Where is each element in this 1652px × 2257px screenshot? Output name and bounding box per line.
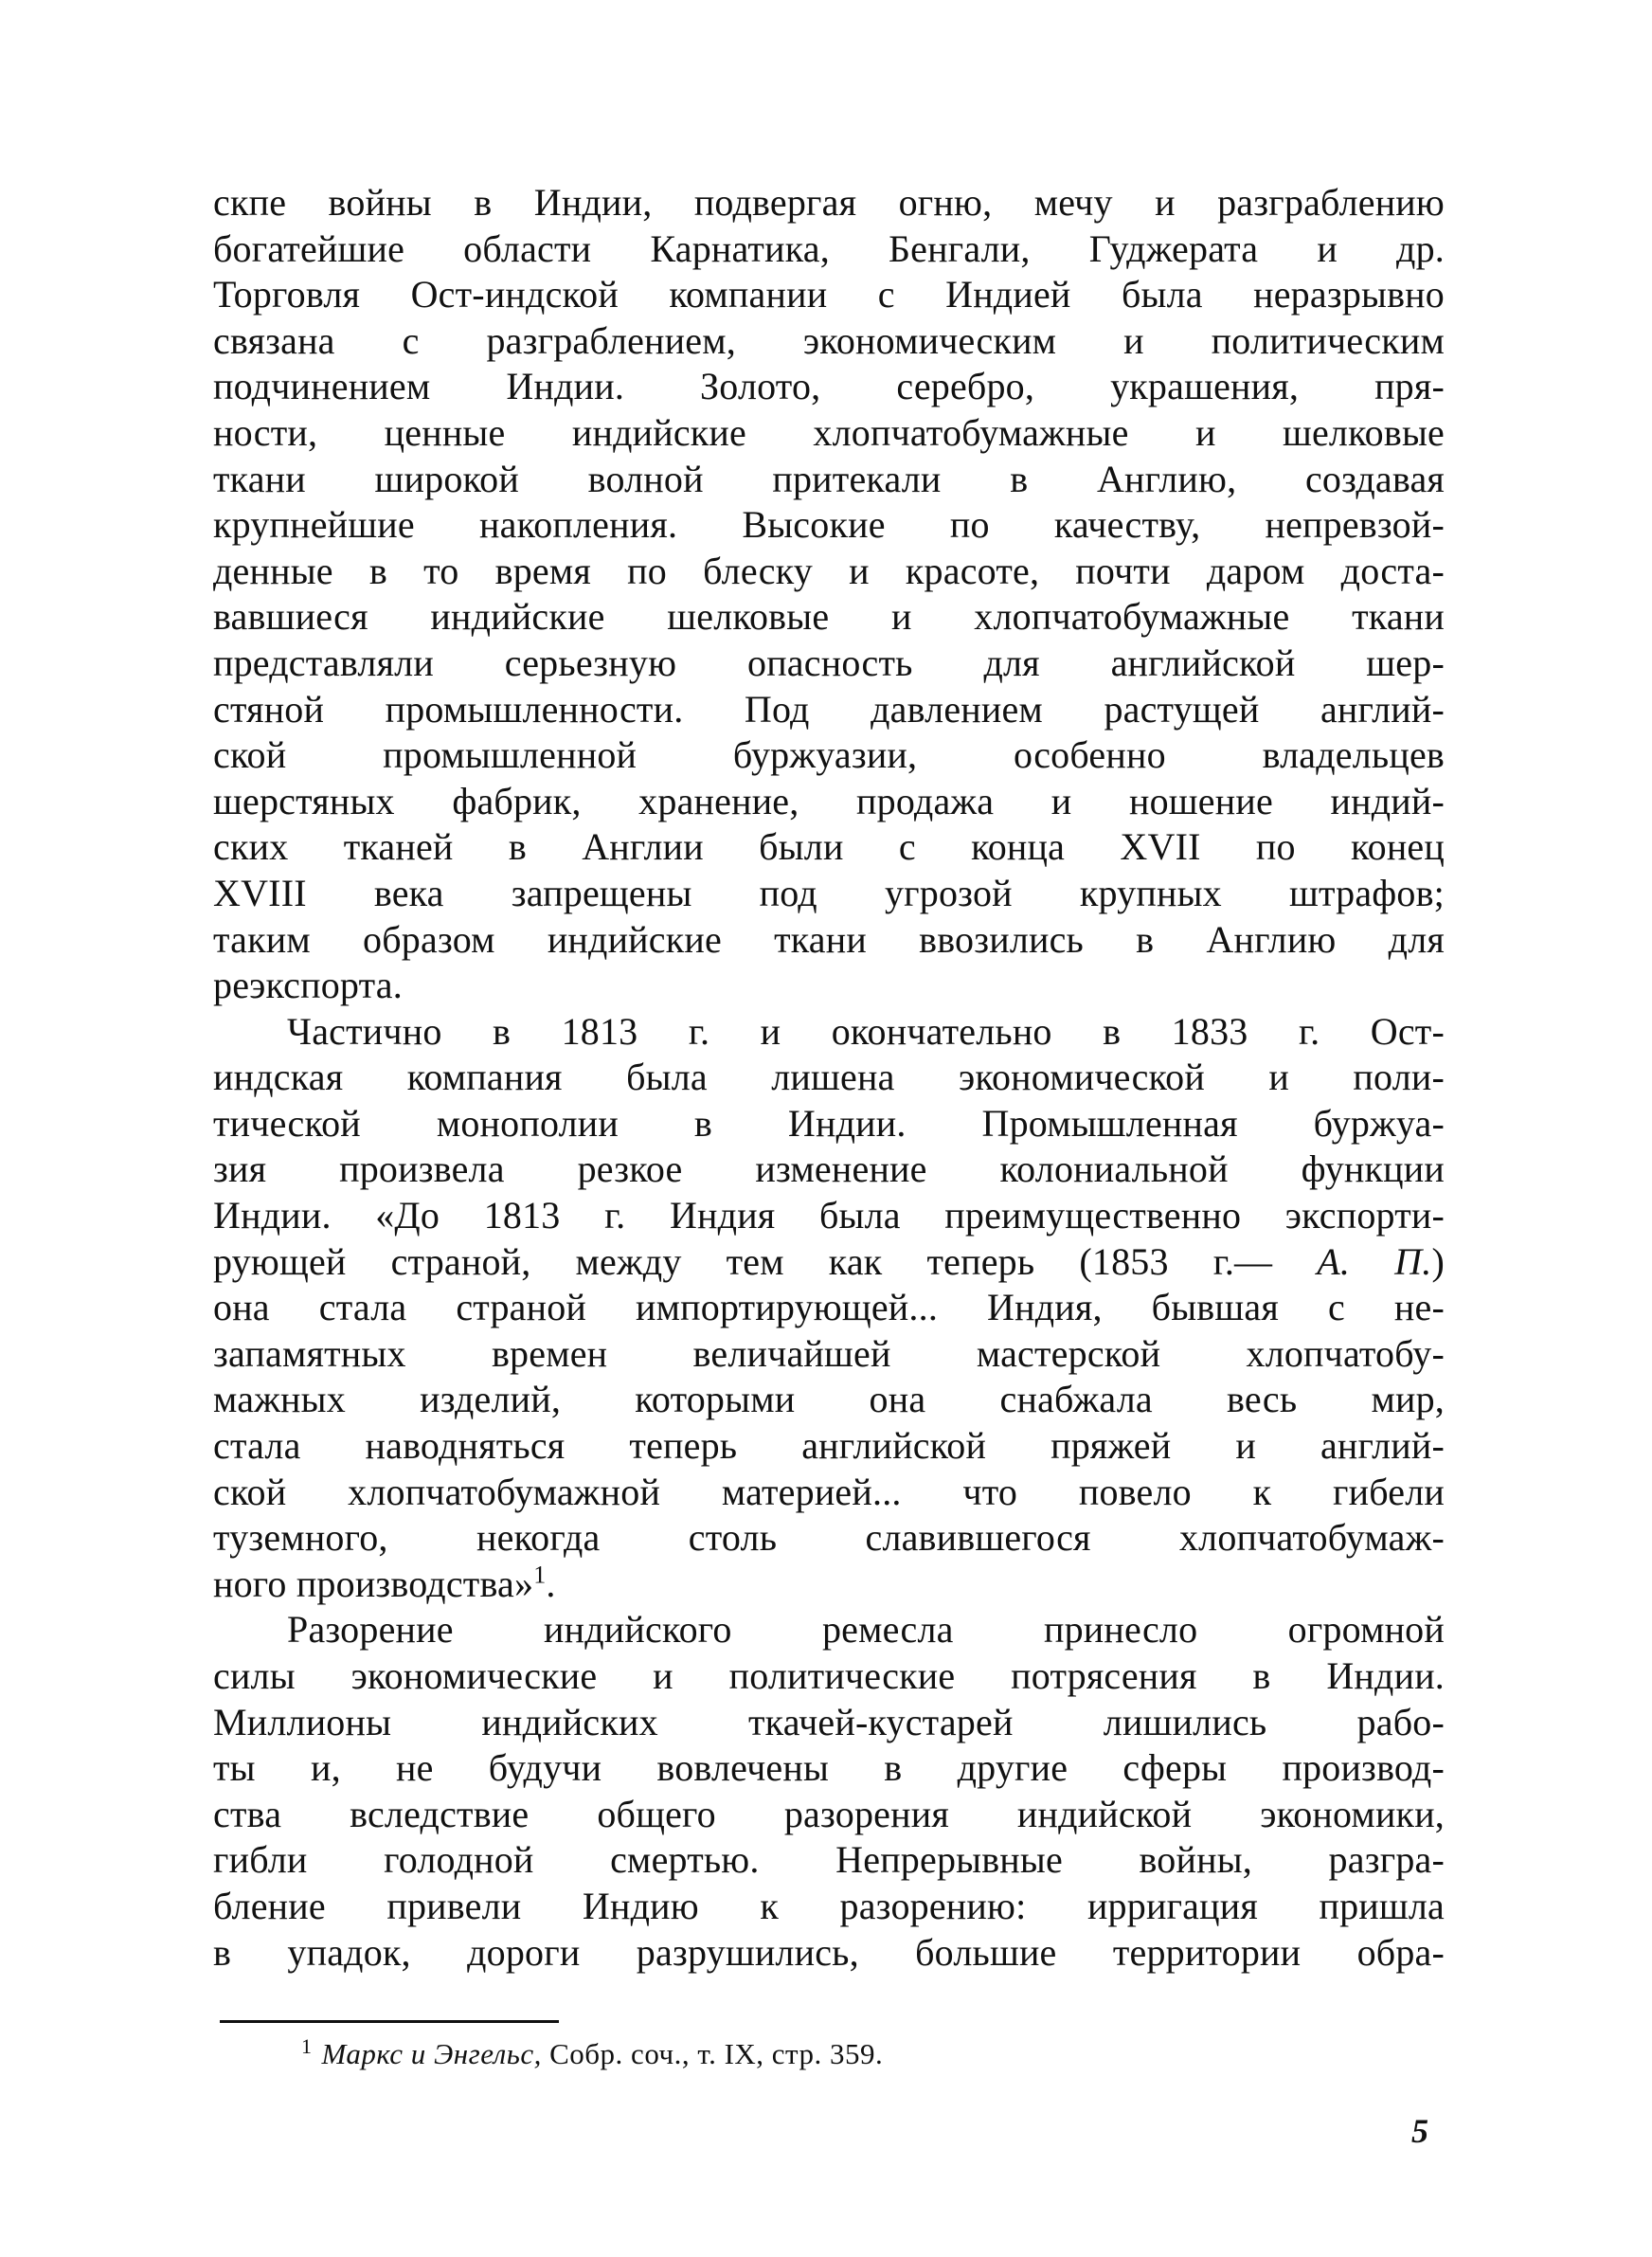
text-line-15: ских тканей в Англии были с конца XVII по конец [213,825,1445,869]
text-line-26: запамятных времен величайшей мастерской хлопчатобу- [213,1331,1445,1375]
text-line-30: туземного, некогда столь славившегося хлопчатобумаж- [213,1516,1445,1560]
text-line-2: богатейшие области Карнатика, Бенгали, Гуджерата и др. [213,226,1445,270]
text-line-31-start: ного производства» [213,1562,534,1605]
footnote-divider [220,2020,559,2023]
text-line-14: шерстяных фабрик, хранение, продажа и ношение индий- [213,779,1445,822]
text-line-12: стяной промышленности. Под давлением растущей англий- [213,687,1445,731]
text-line-35: ты и, не будучи вовлечены в другие сферы производ- [213,1746,1445,1790]
text-line-18: реэкспорта. [213,964,403,1007]
main-text [213,180,1445,1976]
text-line-37: гибли голодной смертью. Непрерывные войны, разгра- [213,1838,1445,1882]
footnote-reference: 1 [533,1561,547,1589]
text-line-11: представляли серьезную опасность для английской шер- [213,641,1445,684]
text-line-29: ской хлопчатобумажной материей... что повело к гибели [213,1470,1445,1513]
page-number: 5 [1411,2112,1428,2150]
text-line-24 [213,1239,1445,1286]
text-line-10: вавшиеся индийские шелковые и хлопчатобумажные ткани [213,595,1445,639]
text-line-25: она стала страной импортирующей... Индия, бывшая с не- [213,1286,1445,1329]
text-line-4: связана с разграблением, экономическим и политическим [213,318,1445,362]
footnote-source: Собр. соч., т. IX, стр. 359. [541,2037,884,2070]
text-line-5: подчинением Индии. Золото, серебро, украшения, пря- [213,365,1445,408]
footnote-authors: Маркс и Энгельс, [321,2037,542,2070]
text-line-9: денные в то время по блеску и красоте, почти даром доста- [213,549,1445,592]
initials-close-paren: ) [1431,1239,1445,1283]
author-initials: А. П. [1317,1239,1432,1283]
text-line-28: стала наводняться теперь английской пряжей и англий- [213,1424,1445,1468]
text-line-16: XVIII века запрещены под угрозой крупных штрафов; [213,871,1445,914]
text-line-33: силы экономические и политические потрясения в Индии. [213,1654,1445,1697]
text-line-31 [213,1562,1445,1608]
text-line-13: ской промышленной буржуазии, особенно владельцев [213,733,1445,777]
text-line-22: зия произвела резкое изменение колониальной функции [213,1147,1445,1191]
text-line-1: скпе войны в Индии, подвергая огню, мечу и разграблению [213,181,1445,224]
text-line-6: ности, ценные индийские хлопчатобумажные и шелковые [213,410,1445,454]
text-line-27: мажных изделий, которыми она снабжала весь мир, [213,1378,1445,1421]
text-line-3: Торговля Ост-индской компании с Индией была неразрывно [213,273,1445,316]
text-line-34: Миллионы индийских ткачей-кустарей лишились рабо- [213,1700,1445,1743]
text-line-23: Индии. «До 1813 г. Индия была преимущественно экспорти- [213,1194,1445,1237]
text-line-7: ткани широкой волной притекали в Англию, создавая [213,457,1445,500]
text-line-20: индская компания была лишена экономической и поли- [213,1056,1445,1099]
footnote-marker: 1 [301,2033,313,2058]
text-line-38: бление привели Индию к разорению: ирригация пришла [213,1884,1445,1927]
text-line-24-start: рующей страной, между тем как теперь (1853 г.— [213,1239,1318,1283]
footnote [301,2035,883,2073]
text-line-36: ства вследствие общего разорения индийской экономики, [213,1792,1445,1835]
text-line-21: тической монополии в Индии. Промышленная буржуа- [213,1101,1445,1145]
text-line-8: крупнейшие накопления. Высокие по качеству, непревзой- [213,503,1445,547]
text-line-17: таким образом индийские ткани ввозились в Англию для [213,917,1445,961]
text-line-31-end: . [546,1562,556,1605]
text-line-19: Частично в 1813 г. и окончательно в 1833 г. Ост- [287,1009,1445,1053]
text-line-39: в упадок, дороги разрушились, большие территории обра- [213,1930,1445,1974]
text-line-32: Разорение индийского ремесла принесло огромной [287,1608,1445,1652]
